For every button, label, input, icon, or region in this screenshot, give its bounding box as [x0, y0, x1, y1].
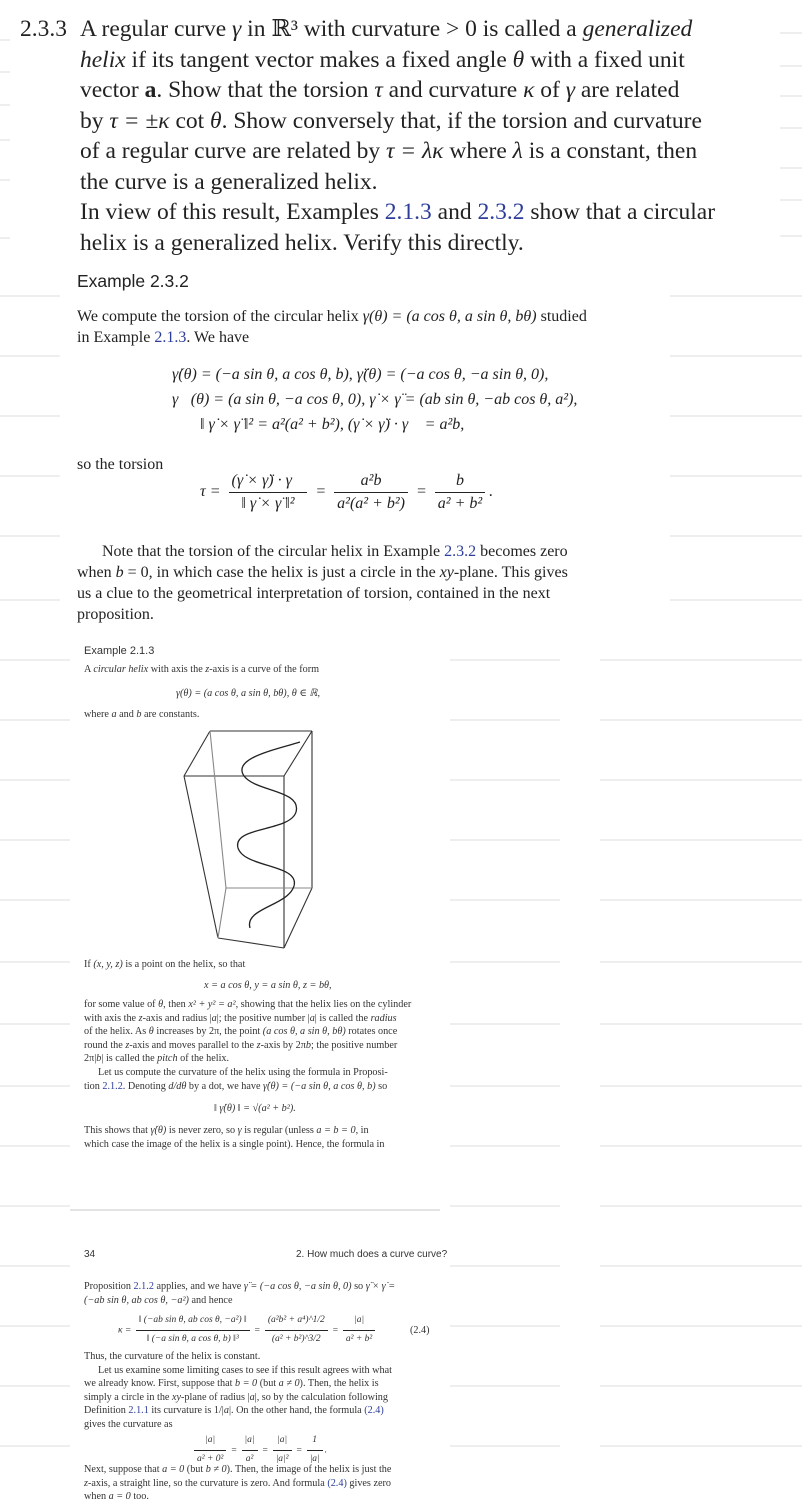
equals-sign: = [230, 1445, 238, 1456]
limit-fraction-1 [194, 1434, 226, 1466]
exercise-line [20, 167, 780, 198]
math-fragment: (x, y, z) [93, 959, 123, 970]
text-fragment: ; the positive number [310, 1039, 398, 1051]
denominator: (a² + b²)^3/2 [271, 1333, 321, 1344]
text-fragment: becomes zero [476, 543, 568, 560]
text-fragment: -axis by 2π [260, 1039, 306, 1051]
math-fragment: a = 0 [108, 1491, 131, 1503]
text-fragment: = 0, in which case the helix is just a circle in the [123, 564, 440, 581]
text-fragment: and [431, 199, 478, 225]
exercise-line [20, 228, 780, 259]
torsion-fraction-3 [435, 472, 485, 513]
text-line [84, 1280, 395, 1294]
text-fragment: are constants. [141, 709, 200, 720]
denominator: a² + b² [437, 495, 483, 512]
limit-fraction-3 [273, 1434, 292, 1466]
box-edge [184, 731, 210, 776]
text-fragment: -axis and radius | [142, 1012, 212, 1024]
math-fragment: (−ab sin θ, ab cos θ, −a²) [84, 1294, 189, 1306]
cross-reference-link[interactable]: 2.1.3 [384, 199, 432, 225]
text-fragment: and hence [188, 1294, 233, 1306]
math-fragment: (a cos θ, a sin θ, bθ) [262, 1026, 346, 1038]
text-fragment: and curvature [382, 77, 524, 103]
numerator: (a²b² + a⁴)^1/2 [265, 1314, 328, 1331]
math-fragment: d/dθ [168, 1080, 187, 1092]
text-fragment: us a clue to the geometrical interpretation of torsion, contained in the next [77, 585, 551, 602]
math-fragment: a = b = 0 [316, 1125, 356, 1136]
period: . [489, 483, 494, 501]
text-fragment: gives the curvature as [84, 1418, 173, 1430]
text-line [84, 1404, 392, 1418]
math-fragment: a [111, 709, 117, 720]
text-fragment: If [84, 959, 94, 970]
math-fragment: a = 0 [162, 1464, 185, 1475]
math-fragment: a [249, 1391, 255, 1403]
coordinate-formula: x = a cos θ, y = a sin θ, z = bθ, [204, 980, 332, 991]
math-fragment: θ [158, 999, 164, 1010]
denominator: a² + 0² [197, 1453, 224, 1464]
math-fragment: a [211, 1012, 217, 1024]
text-line [84, 1490, 391, 1504]
text-fragment: with axis the [148, 664, 206, 675]
box-edge-hidden [218, 888, 226, 938]
equation-line: γ⃛(θ) = (a sin θ, −a cos θ, 0), γ̇ × γ̈ = (ab sin θ, −ab cos θ, a²), [172, 391, 578, 408]
denominator: ‖ γ̇ × γ̈ ‖² [241, 495, 295, 512]
text-fragment: Proposition [84, 1281, 134, 1292]
emphasis-fragment: circular helix [93, 664, 149, 675]
text-fragment: in Example [77, 329, 155, 346]
emphasis-fragment: helix [80, 46, 126, 73]
box-edge [284, 731, 312, 776]
so-the-torsion: so the torsion [77, 456, 164, 473]
exercise-line [20, 136, 780, 167]
limit-fraction-2 [242, 1434, 258, 1466]
denominator: |a|² [275, 1453, 289, 1464]
box-edge [284, 888, 312, 948]
text-line [84, 1012, 411, 1026]
math-fragment: b = 0 [235, 1378, 258, 1390]
kappa-lhs: κ = [118, 1325, 132, 1336]
denominator: a²(a² + b²) [337, 495, 405, 512]
emphasis-fragment: radius [370, 1012, 397, 1024]
exercise-line [20, 197, 780, 228]
running-head: 2. How much does a curve curve? [296, 1249, 448, 1260]
math-fragment: γ [232, 16, 242, 42]
text-fragment: the curve is a generalized helix. [80, 168, 378, 195]
math-fragment: θ [210, 107, 222, 134]
math-fragment: γ̈ = (−a cos θ, −a sin θ, 0) [243, 1281, 352, 1292]
text-fragment: , in [355, 1125, 369, 1136]
text-fragment: -axis, a straight line, so the curvature is zero. And formula [87, 1477, 328, 1489]
math-fragment: a ≠ 0 [278, 1378, 300, 1390]
text-line [84, 1039, 411, 1053]
text-fragment: Next, suppose that [84, 1464, 163, 1475]
numerator: |a| [273, 1434, 292, 1451]
text-fragment: proposition. [77, 606, 154, 623]
text-fragment: and [116, 709, 137, 720]
math-fragment: γ̇(θ) [150, 1125, 167, 1136]
text-fragment: so [375, 1080, 388, 1092]
exercise-text [80, 138, 697, 164]
text-line [77, 604, 568, 625]
speed-formula: ‖ γ̇(θ) ‖ = √(a² + b²). [214, 1103, 296, 1114]
text-fragment: vector [80, 77, 145, 103]
curvature-formula [118, 1314, 434, 1346]
denominator: ‖ (−a sin θ, a cos θ, b) ‖³ [146, 1333, 239, 1344]
text-line [77, 541, 568, 562]
text-fragment: In view of this result, Examples [80, 199, 385, 225]
example-2-3-2-title: Example 2.3.2 [77, 271, 189, 291]
text-fragment: simply a circle in the [84, 1391, 172, 1403]
text-line [77, 562, 568, 583]
torsion-fraction-1 [229, 472, 308, 513]
straight-line-paragraph [84, 1463, 391, 1504]
equals-sign: = [261, 1445, 269, 1456]
exercise-text [80, 47, 685, 73]
math-fragment: γ̈ × γ̇ = [365, 1281, 396, 1292]
page-number: 34 [84, 1249, 96, 1260]
text-fragment: |, so by the calculation following [254, 1391, 388, 1403]
text-fragment: . We have [186, 329, 250, 346]
text-fragment: 2π| [84, 1053, 97, 1065]
text-fragment: if its tangent vector makes a fixed angle [125, 46, 513, 73]
text-fragment: This shows that [84, 1125, 151, 1136]
text-fragment: helix is a generalized helix. Verify this directly. [80, 229, 524, 256]
text-fragment: so [351, 1281, 366, 1292]
equals-sign: = [332, 1325, 339, 1336]
text-line [84, 1377, 392, 1391]
cylinder-paragraph [84, 998, 411, 1093]
text-line [84, 1418, 392, 1432]
text-line [84, 1066, 411, 1080]
text-fragment: applies, and we have [153, 1281, 244, 1292]
math-fragment: x² + y² = a² [188, 999, 236, 1010]
denominator: |a| [309, 1453, 320, 1464]
cross-reference-link[interactable]: 2.3.2 [477, 199, 525, 225]
text-line [84, 1391, 392, 1405]
math-fragment: θ [512, 46, 525, 73]
torsion-lhs: τ = [200, 483, 221, 501]
exercise-text [80, 108, 702, 134]
exercise-text [80, 169, 378, 195]
math-fragment: θ [148, 1026, 154, 1038]
exercise-text [80, 230, 524, 256]
proposition-paragraph [84, 1280, 395, 1307]
math-fragment: xy [439, 564, 454, 581]
text-fragment: is never zero, so [166, 1125, 238, 1136]
text-line [84, 1477, 391, 1491]
text-line [84, 1124, 384, 1138]
exercise-line [20, 45, 780, 76]
text-fragment: of the helix. As [84, 1026, 149, 1038]
cross-reference-link[interactable]: 2.1.3 [154, 329, 187, 346]
limiting-cases-paragraph [84, 1350, 392, 1432]
text-fragment: in ℝ³ with curvature > 0 is called a [241, 16, 583, 42]
math-fragment: z [256, 1039, 261, 1051]
helix-curve [238, 742, 300, 928]
math-fragment: z [138, 1012, 143, 1024]
cross-reference-link[interactable]: 2.3.2 [444, 543, 477, 560]
text-fragment: -plane. This gives [453, 564, 568, 581]
text-fragment: too. [130, 1491, 149, 1503]
torsion-formula [200, 472, 493, 513]
text-fragment: (but [184, 1464, 206, 1475]
equation-line: ‖ γ̇ × γ̈ ‖² = a²(a² + b²), (γ̇ × γ̈) · γ⃛ = a²b, [200, 416, 465, 433]
exercise-line [20, 14, 780, 45]
text-fragment: gives zero [346, 1477, 391, 1489]
text-fragment: . Show that the torsion [156, 77, 375, 103]
example-2-1-3-intro [84, 663, 319, 677]
text-fragment: . Denoting [122, 1080, 169, 1092]
text-fragment: when [84, 1491, 109, 1503]
text-line [84, 1138, 384, 1152]
text-fragment: is a constant, then [522, 138, 698, 164]
text-fragment: of a regular curve are related by [80, 138, 386, 164]
example-2-1-3-title: Example 2.1.3 [84, 645, 155, 657]
math-fragment: λ [512, 138, 523, 164]
text-fragment: for some value of [84, 999, 159, 1010]
text-fragment: | is called the [314, 1012, 371, 1024]
text-fragment: -axis is a curve of the form [209, 664, 320, 675]
math-fragment: b [115, 564, 124, 581]
text-fragment: |; the positive number | [216, 1012, 310, 1024]
text-fragment: show that a circular [524, 199, 716, 225]
text-line [84, 958, 245, 972]
math-fragment: γ(θ) = (a cos θ, a sin θ, bθ) [362, 308, 537, 325]
text-line [77, 327, 587, 348]
math-fragment: b [136, 709, 142, 720]
period: . [324, 1445, 328, 1456]
text-line [84, 708, 199, 722]
text-fragment: (but [257, 1378, 279, 1390]
math-fragment: τ = λκ [385, 138, 444, 164]
text-fragment: when [77, 564, 116, 581]
limit-formula [192, 1434, 327, 1466]
math-fragment: b [305, 1039, 311, 1051]
kappa-fraction-2 [265, 1314, 328, 1346]
text-fragment: -plane of radius | [181, 1391, 250, 1403]
cross-reference-link[interactable]: (2.4) [327, 1477, 347, 1489]
math-fragment: γ̇(θ) = (−a sin θ, a cos θ, b) [263, 1080, 376, 1092]
text-fragment: -axis and moves parallel to the [129, 1039, 257, 1051]
text-line [84, 1052, 411, 1066]
text-line [84, 1080, 411, 1094]
text-fragment: which case the image of the helix is a single point). Hence, the formula in [84, 1138, 385, 1150]
constants-line [84, 708, 199, 722]
kappa-fraction-1 [136, 1314, 250, 1346]
math-fragment: γ [565, 77, 575, 103]
math-fragment: b ≠ 0 [205, 1464, 227, 1475]
equation-line: γ̇(θ) = (−a sin θ, a cos θ, b), γ̈(θ) = (−a cos θ, −a sin θ, 0), [172, 366, 549, 383]
text-line [77, 583, 568, 604]
torsion-note [77, 541, 568, 625]
text-fragment: . Show conversely that, if the torsion and curvature [221, 107, 702, 134]
equation-tag: (2.4) [410, 1325, 430, 1336]
math-fragment: z [84, 1477, 88, 1489]
text-fragment: A [84, 664, 94, 675]
equals-sign: = [254, 1325, 261, 1336]
text-line [84, 998, 411, 1012]
text-fragment: of [534, 77, 566, 103]
math-fragment: γ [237, 1125, 242, 1136]
numerator: b [435, 472, 485, 493]
cross-reference-link[interactable]: 2.1.2 [133, 1281, 154, 1292]
text-fragment: rotates once [345, 1026, 398, 1038]
text-fragment: We compute the torsion of the circular helix [77, 308, 363, 325]
cross-reference-link[interactable]: (2.4) [364, 1405, 384, 1417]
equals-sign: = [415, 483, 427, 501]
text-fragment: , showing that the helix lies on the cylinder [235, 999, 412, 1010]
text-line [84, 1025, 411, 1039]
math-fragment: κ [523, 77, 535, 103]
text-fragment: with a fixed unit [524, 46, 685, 73]
text-line [77, 306, 587, 327]
exercise-line [20, 75, 780, 106]
numerator: |a| [343, 1314, 375, 1331]
text-fragment: of the helix. [177, 1053, 230, 1065]
exercise-number: 2.3.3 [20, 16, 67, 42]
text-fragment: we already know. First, suppose that [84, 1378, 235, 1390]
exercise-line [20, 106, 780, 137]
math-fragment: z [125, 1039, 130, 1051]
text-fragment: is regular (unless [241, 1125, 317, 1136]
math-fragment: b [96, 1053, 102, 1065]
equals-sign: = [315, 483, 327, 501]
text-fragment: is a point on the helix, so that [122, 959, 246, 970]
equals-sign: = [295, 1445, 303, 1456]
helix-formula: γ(θ) = (a cos θ, a sin θ, bθ), θ ∈ ℝ, [176, 688, 321, 699]
math-fragment: z [205, 664, 210, 675]
box-edge [218, 938, 284, 948]
text-fragment: increases by 2π, the point [153, 1026, 263, 1038]
text-fragment: round the [84, 1039, 126, 1051]
emphasis-fragment: pitch [157, 1053, 178, 1065]
text-fragment: Let us examine some limiting cases to see if this result agrees with what [98, 1364, 392, 1376]
text-fragment: with axis the [84, 1012, 139, 1024]
text-fragment: ). Then, the helix is [299, 1378, 379, 1390]
text-line [84, 1294, 395, 1308]
text-fragment: studied [536, 308, 587, 325]
math-fragment: xy [171, 1391, 182, 1403]
text-fragment: where [84, 709, 112, 720]
text-fragment: Note that the torsion of the circular helix in Example [102, 543, 445, 560]
text-fragment: its curvature is 1/| [148, 1405, 224, 1417]
text-line [84, 1364, 392, 1378]
text-line [84, 1350, 392, 1364]
exercise-text [80, 16, 692, 42]
numerator: |a| [242, 1434, 258, 1451]
box-edge-front [184, 776, 284, 948]
emphasis-fragment: generalized [582, 16, 693, 42]
example-2-3-2-intro [77, 306, 587, 348]
bold-fragment: a [144, 77, 157, 103]
exercise-text [80, 199, 715, 225]
cross-reference-link[interactable]: 2.1.1 [128, 1405, 149, 1417]
text-fragment: cot [169, 107, 211, 134]
point-on-helix [84, 958, 245, 972]
derivative-equations [172, 362, 577, 437]
numerator: |a| [194, 1434, 226, 1451]
text-fragment: , then [163, 999, 189, 1010]
text-fragment: ). Then, the image of the helix is just the [226, 1464, 392, 1475]
text-fragment: A regular curve [80, 16, 233, 42]
limit-fraction-4 [307, 1434, 323, 1466]
helix-figure [180, 728, 380, 958]
text-fragment: tion [84, 1080, 103, 1092]
text-fragment: where [443, 138, 513, 164]
math-fragment: a [309, 1012, 315, 1024]
numerator: (γ̇ × γ̈) · γ⃛ [229, 472, 308, 493]
kappa-fraction-3 [343, 1314, 375, 1346]
text-fragment: by a dot, we have [186, 1080, 264, 1092]
math-fragment: a [223, 1405, 229, 1417]
denominator: a² [245, 1453, 254, 1464]
text-line [84, 663, 319, 677]
text-line [84, 1463, 391, 1477]
math-fragment: τ = ±κ [109, 107, 170, 134]
text-fragment: Let us compute the curvature of the helix using the formula in Proposi- [98, 1066, 388, 1078]
numerator: ‖ (−ab sin θ, ab cos θ, −a²) ‖ [136, 1314, 250, 1331]
box-edge [184, 776, 218, 938]
text-fragment: | is called the [101, 1053, 158, 1065]
denominator: a² + b² [345, 1333, 373, 1344]
text-fragment: |. On the other hand, the formula [228, 1405, 365, 1417]
text-fragment: are related [574, 77, 680, 103]
numerator: 1 [307, 1434, 323, 1451]
math-fragment: τ [374, 77, 383, 103]
torsion-fraction-2 [334, 472, 408, 513]
regular-paragraph [84, 1124, 384, 1151]
numerator: a²b [334, 472, 408, 493]
text-fragment: by [80, 107, 110, 134]
cross-reference-link[interactable]: 2.1.2 [102, 1080, 123, 1092]
box-edge-hidden [210, 731, 226, 888]
text-fragment: Definition [84, 1405, 129, 1417]
exercise-text [80, 77, 679, 103]
text-fragment: Thus, the curvature of the helix is constant. [84, 1351, 261, 1362]
exercise-2-3-3 [20, 14, 780, 258]
